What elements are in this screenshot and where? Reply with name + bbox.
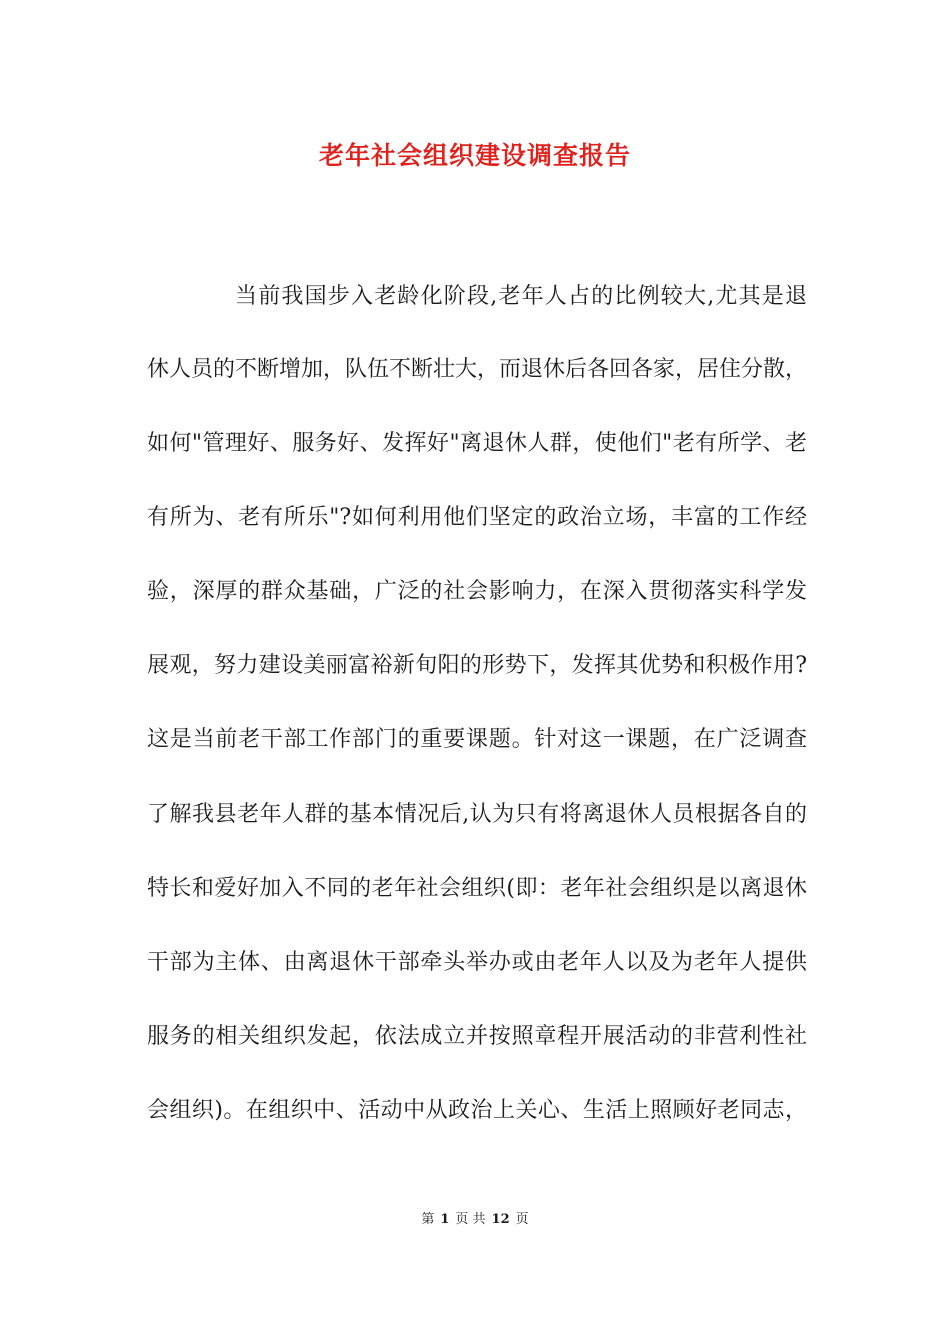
body-line-11: 服务的相关组织发起，依法成立并按照章程开展活动的非营利性社: [147, 1024, 807, 1049]
body-line-12: 会组织)。在组织中、活动中从政治上关心、生活上照顾好老同志，: [147, 1098, 807, 1123]
body-line-1: 当前我国步入老龄化阶段,老年人占的比例较大,尤其是退: [235, 284, 807, 309]
body-line-10: 干部为主体、由离退休干部牵头举办或由老年人以及为老年人提供: [147, 950, 807, 975]
page-footer: [0, 1208, 950, 1227]
footer-current-page: 1: [440, 1212, 450, 1227]
body-line-4: 有所为、老有所乐"?如何利用他们坚定的政治立场，丰富的工作经: [147, 505, 807, 530]
body-line-3: 如何"管理好、服务好、发挥好"离退休人群，使他们"老有所学、老: [147, 431, 807, 456]
body-line-8: 了解我县老年人群的基本情况后,认为只有将离退休人员根据各自的: [147, 802, 807, 827]
footer-suffix: 页: [515, 1212, 529, 1227]
footer-total-pages: 12: [491, 1212, 510, 1227]
body-line-7: 这是当前老干部工作部门的重要课题。针对这一课题，在广泛调查: [147, 727, 807, 752]
footer-middle: 页 共: [455, 1212, 486, 1227]
body-line-9: 特长和爱好加入不同的老年社会组织(即：老年社会组织是以离退休: [147, 876, 807, 901]
body-line-5: 验，深厚的群众基础，广泛的社会影响力，在深入贯彻落实科学发: [147, 579, 807, 604]
document-title: 老年社会组织建设调查报告: [318, 141, 631, 170]
footer-prefix: 第: [421, 1212, 435, 1227]
body-line-6: 展观，努力建设美丽富裕新旬阳的形势下，发挥其优势和积极作用?: [147, 653, 807, 678]
body-line-2: 休人员的不断增加，队伍不断壮大，而退休后各回各家，居住分散，: [147, 357, 808, 382]
